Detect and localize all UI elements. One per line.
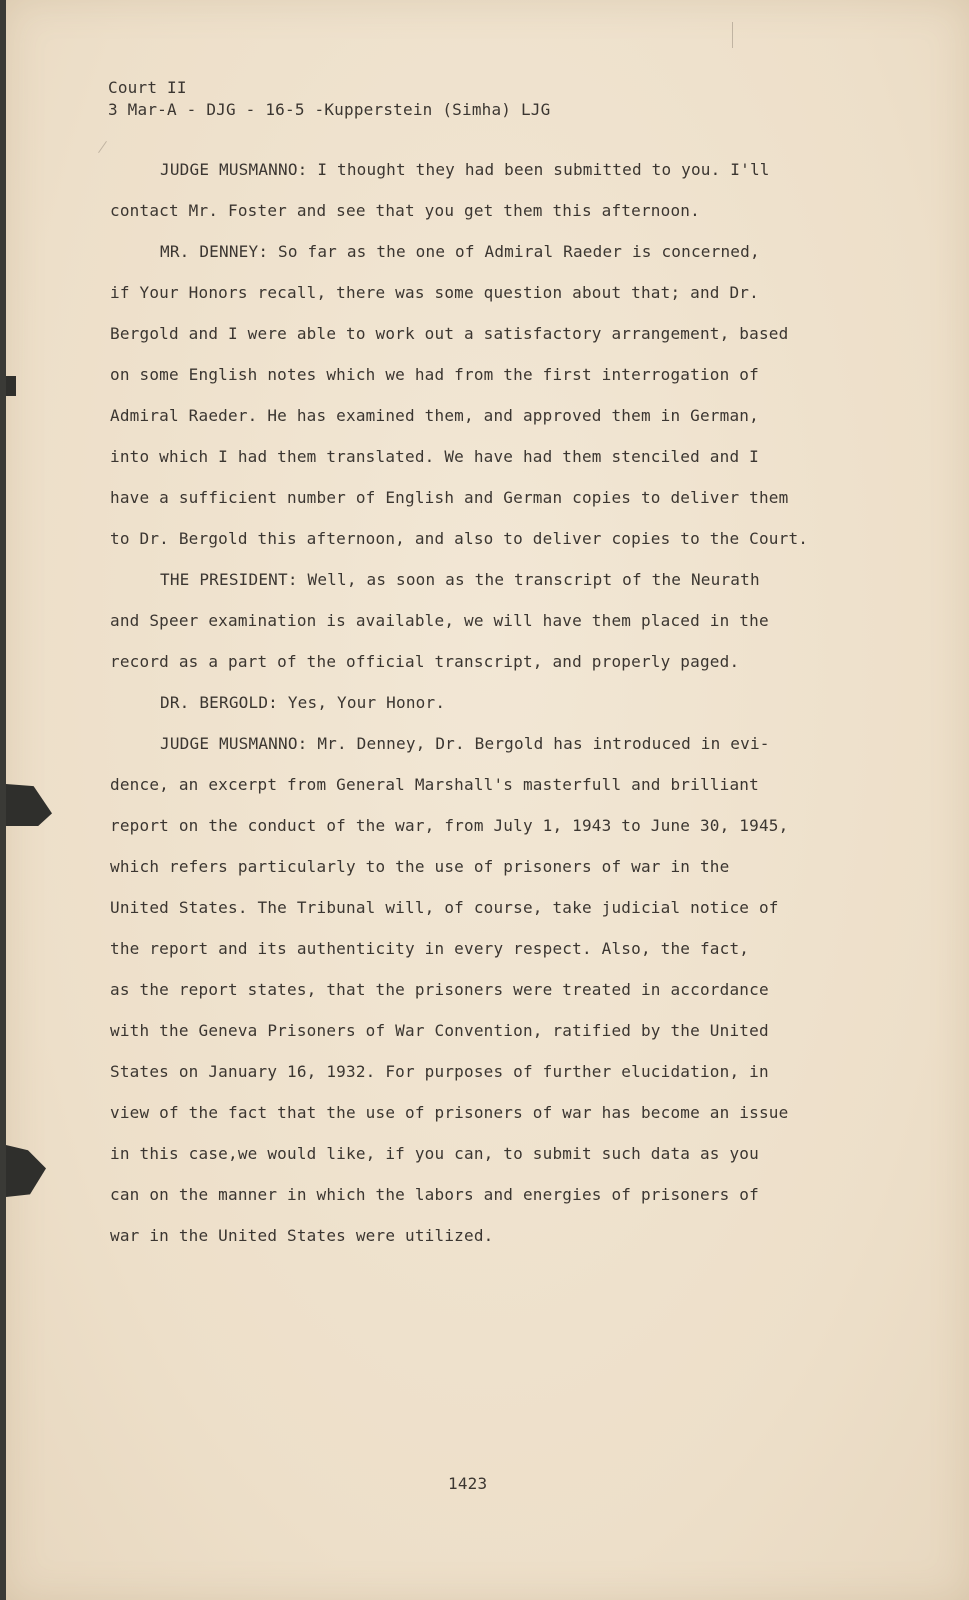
transcript-line: Bergold and I were able to work out a satisfactory arrangement, based (110, 324, 789, 343)
transcript-line: record as a part of the official transcript, and properly paged. (110, 652, 740, 671)
paper-mark (98, 141, 107, 153)
header-reference: 3 Mar-A - DJG - 16-5 -Kupperstein (Simha) LJG (108, 100, 551, 119)
page-edge-notch (6, 376, 16, 396)
page-edge-tear (6, 784, 52, 826)
transcript-line: as the report states, that the prisoners were treated in accordance (110, 980, 769, 999)
transcript-line: and Speer examination is available, we will have them placed in the (110, 611, 769, 630)
transcript-line: to Dr. Bergold this afternoon, and also to deliver copies to the Court. (110, 529, 809, 548)
transcript-line: with the Geneva Prisoners of War Convention, ratified by the United (110, 1021, 769, 1040)
transcript-line: DR. BERGOLD: Yes, Your Honor. (160, 693, 446, 712)
transcript-line: Admiral Raeder. He has examined them, and approved them in German, (110, 406, 759, 425)
transcript-line: dence, an excerpt from General Marshall's masterfull and brilliant (110, 775, 759, 794)
transcript-line: States on January 16, 1932. For purposes of further elucidation, in (110, 1062, 769, 1081)
transcript-line: in this case,we would like, if you can, to submit such data as you (110, 1144, 759, 1163)
transcript-line: JUDGE MUSMANNO: I thought they had been submitted to you. I'll (160, 160, 770, 179)
transcript-line: JUDGE MUSMANNO: Mr. Denney, Dr. Bergold has introduced in evi- (160, 734, 770, 753)
page-number: 1423 (448, 1474, 488, 1493)
transcript-line: can on the manner in which the labors and energies of prisoners of (110, 1185, 759, 1204)
document-page (6, 0, 969, 1600)
paper-mark (732, 22, 733, 48)
page-edge-tear (6, 1145, 46, 1197)
transcript-line: view of the fact that the use of prisoners of war has become an issue (110, 1103, 789, 1122)
transcript-line: have a sufficient number of English and German copies to deliver them (110, 488, 789, 507)
transcript-line: which refers particularly to the use of prisoners of war in the (110, 857, 730, 876)
transcript-line: THE PRESIDENT: Well, as soon as the transcript of the Neurath (160, 570, 760, 589)
transcript-line: if Your Honors recall, there was some question about that; and Dr. (110, 283, 759, 302)
transcript-line: contact Mr. Foster and see that you get them this afternoon. (110, 201, 700, 220)
transcript-line: war in the United States were utilized. (110, 1226, 494, 1245)
header-court: Court II (108, 78, 187, 97)
transcript-line: report on the conduct of the war, from July 1, 1943 to June 30, 1945, (110, 816, 789, 835)
transcript-line: into which I had them translated. We have had them stenciled and I (110, 447, 759, 466)
transcript-line: United States. The Tribunal will, of course, take judicial notice of (110, 898, 779, 917)
transcript-line: MR. DENNEY: So far as the one of Admiral Raeder is concerned, (160, 242, 760, 261)
transcript-line: the report and its authenticity in every respect. Also, the fact, (110, 939, 750, 958)
transcript-line: on some English notes which we had from the first interrogation of (110, 365, 759, 384)
